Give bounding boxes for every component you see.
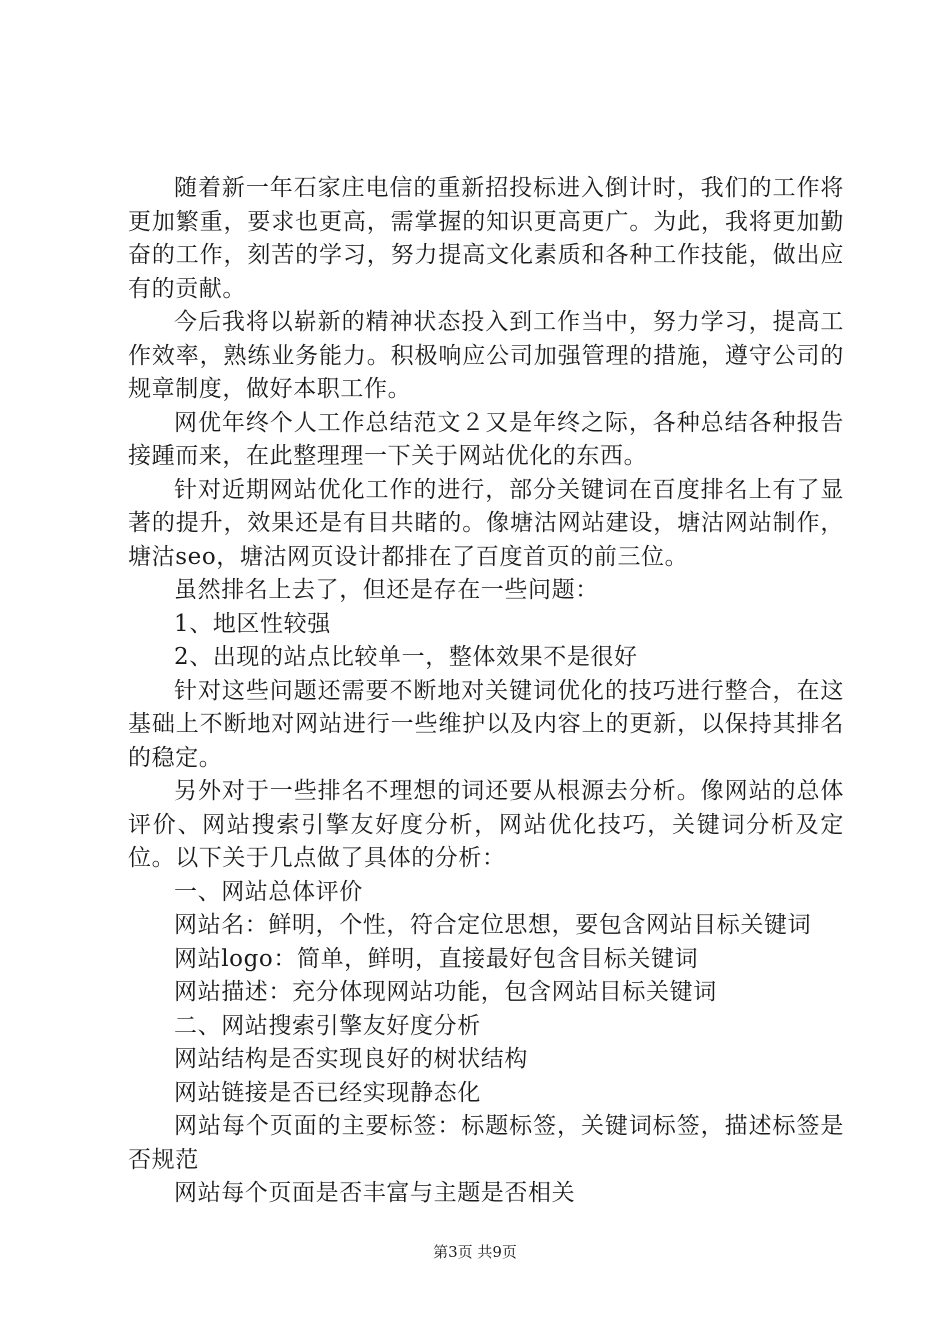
section-heading: 二、网站搜索引擎友好度分析 bbox=[174, 1012, 481, 1039]
paragraph: 针对这些问题还需要不断地对关键词优化的技巧进行整合，在这基础上不断地对网站进行一些维护以及内容上的更新，以保持其排名的稳定。 bbox=[128, 677, 844, 771]
paragraph: 今后我将以崭新的精神状态投入到工作当中，努力学习，提高工作效率，熟练业务能力。积极响应公司加强管理的措施，遵守公司的规章制度，做好本职工作。 bbox=[128, 309, 844, 402]
paragraph: 网站名：鲜明，个性，符合定位思想，要包含网站目标关键词 bbox=[174, 912, 812, 938]
paragraph: 另外对于一些排名不理想的词还要从根源去分析。像网站的总体评价、网站搜索引擎友好度分析，网站优化技巧，关键词分析及定位。以下关于几点做了具体的分析： bbox=[128, 778, 844, 871]
paragraph: 随着新一年石家庄电信的重新招投标进入倒计时，我们的工作将更加繁重，要求也更高，需掌握的知识更高更广。为此，我将更加勤奋的工作，刻苦的学习，努力提高文化素质和各种工作技能，做出应有的贡献。 bbox=[128, 175, 844, 302]
paragraph: 网站每个页面是否丰富与主题是否相关 bbox=[174, 1180, 576, 1206]
paragraph: 网站logo：简单，鲜明，直接最好包含目标关键词 bbox=[174, 945, 699, 972]
body-text bbox=[128, 172, 844, 1211]
paragraph: 网站链接是否已经实现静态化 bbox=[174, 1079, 481, 1106]
page-number-footer: 第3页 共9页 bbox=[433, 1243, 517, 1261]
paragraph: 虽然排名上去了，但还是存在一些问题： bbox=[174, 577, 599, 603]
paragraph: 针对近期网站优化工作的进行，部分关键词在百度排名上有了显著的提升，效果还是有目共睹的。像塘沽网站建设，塘沽网站制作，塘沽seo，塘沽网页设计都排在了百度首页的前三位。 bbox=[128, 476, 844, 570]
paragraph: 网优年终个人工作总结范文２又是年终之际，各种总结各种报告接踵而来，在此整理理一下关于网站优化的东西。 bbox=[128, 409, 844, 469]
list-item: 2、出现的站点比较单一，整体效果不是很好 bbox=[174, 644, 638, 670]
paragraph: 网站描述：充分体现网站功能，包含网站目标关键词 bbox=[174, 979, 717, 1005]
paragraph: 网站结构是否实现良好的树状结构 bbox=[174, 1046, 528, 1072]
paragraph: 网站每个页面的主要标签：标题标签，关键词标签，描述标签是否规范 bbox=[128, 1113, 844, 1173]
list-item: 1、地区性较强 bbox=[174, 610, 331, 637]
section-heading: 一、网站总体评价 bbox=[174, 878, 363, 905]
